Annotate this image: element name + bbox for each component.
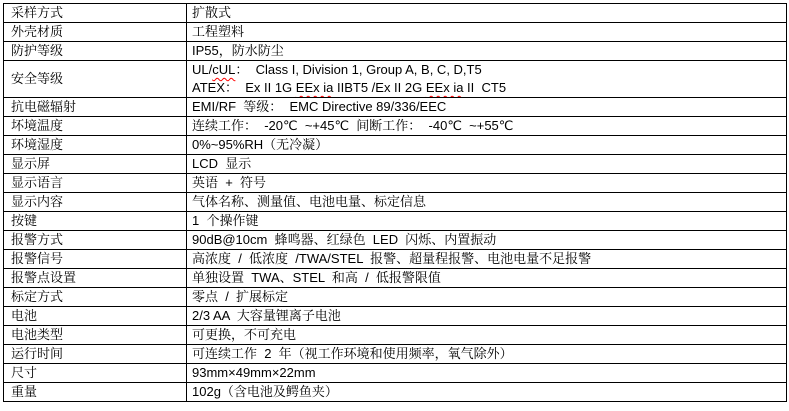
- table-row: [4, 383, 787, 402]
- spec-value: 高浓度 / 低浓度 /TWA/STEL 报警、超量程报警、电池电量不足报警: [187, 250, 787, 269]
- spec-value: 93mm×49mm×22mm: [187, 364, 787, 383]
- spec-label: 尺寸: [4, 364, 187, 383]
- misspelled-word: cUL: [212, 62, 236, 77]
- spec-value-line: [192, 61, 784, 79]
- spec-label: 采样方式: [4, 4, 187, 23]
- spec-value: IP55，防水防尘: [187, 42, 787, 61]
- table-row: [4, 42, 787, 61]
- spec-value: 90dB@10cm 蜂鸣器、红绿色 LED 闪烁、内置振动: [187, 231, 787, 250]
- table-row: [4, 193, 787, 212]
- spec-label: 显示屏: [4, 155, 187, 174]
- spec-label: 运行时间: [4, 345, 187, 364]
- spec-table-body: [4, 4, 787, 402]
- spec-label: 报警点设置: [4, 269, 187, 288]
- text-segment: ： Class I, Division 1, Group A, B, C, D,T5: [235, 62, 482, 77]
- spec-label: 防护等级: [4, 42, 187, 61]
- spec-value: 连续工作： -20℃ ~+45℃ 间断工作： -40℃ ~+55℃: [187, 117, 787, 136]
- table-row: [4, 117, 787, 136]
- table-row: [4, 326, 787, 345]
- spec-value: 气体名称、测量值、电池电量、标定信息: [187, 193, 787, 212]
- spec-value: [187, 61, 787, 98]
- spec-label: 外壳材质: [4, 23, 187, 42]
- spec-value: 1 个操作键: [187, 212, 787, 231]
- table-row: [4, 269, 787, 288]
- table-row: [4, 345, 787, 364]
- spec-label: 重量: [4, 383, 187, 402]
- misspelled-word: EEx ia: [425, 80, 464, 95]
- table-row: [4, 174, 787, 193]
- spec-value: 2/3 AA 大容量锂离子电池: [187, 307, 787, 326]
- spec-label: 报警方式: [4, 231, 187, 250]
- spec-table: [3, 3, 787, 402]
- table-row: [4, 155, 787, 174]
- table-row: [4, 4, 787, 23]
- spec-value: 扩散式: [187, 4, 787, 23]
- spec-label: 安全等级: [4, 61, 187, 98]
- table-row: [4, 98, 787, 117]
- spec-label: 电池类型: [4, 326, 187, 345]
- spec-value: 单独设置 TWA、STEL 和高 / 低报警限值: [187, 269, 787, 288]
- table-row: [4, 250, 787, 269]
- spec-value-line: [192, 79, 784, 97]
- spec-label: 电池: [4, 307, 187, 326]
- spec-value: LCD 显示: [187, 155, 787, 174]
- spec-value: 工程塑料: [187, 23, 787, 42]
- spec-value: 英语 + 符号: [187, 174, 787, 193]
- spec-value: 102g（含电池及鳄鱼夹）: [187, 383, 787, 402]
- table-row: [4, 61, 787, 98]
- text-segment: ATEX： Ex II 1G: [192, 80, 296, 95]
- spec-value: EMI/RF 等级： EMC Directive 89/336/EEC: [187, 98, 787, 117]
- spec-label: 显示内容: [4, 193, 187, 212]
- spec-label: 坏境温度: [4, 117, 187, 136]
- misspelled-word: EEx ia: [295, 80, 334, 95]
- table-row: [4, 231, 787, 250]
- table-row: [4, 212, 787, 231]
- spec-label: 显示语言: [4, 174, 187, 193]
- text-segment: II CT5: [463, 80, 507, 95]
- text-segment: UL/: [192, 62, 213, 77]
- spec-value: 0%~95%RH（无冷凝）: [187, 136, 787, 155]
- table-row: [4, 364, 787, 383]
- spec-value: 可连续工作 2 年（视工作环境和使用频率，氧气除外）: [187, 345, 787, 364]
- table-row: [4, 307, 787, 326]
- spec-label: 报警信号: [4, 250, 187, 269]
- spec-value: 可更换，不可充电: [187, 326, 787, 345]
- spec-label: 抗电磁辐射: [4, 98, 187, 117]
- spec-label: 按键: [4, 212, 187, 231]
- spec-label: 标定方式: [4, 288, 187, 307]
- spec-label: 环境湿度: [4, 136, 187, 155]
- table-row: [4, 23, 787, 42]
- table-row: [4, 288, 787, 307]
- spec-value: 零点 / 扩展标定: [187, 288, 787, 307]
- table-row: [4, 136, 787, 155]
- text-segment: IIBT5 /Ex II 2G: [333, 80, 426, 95]
